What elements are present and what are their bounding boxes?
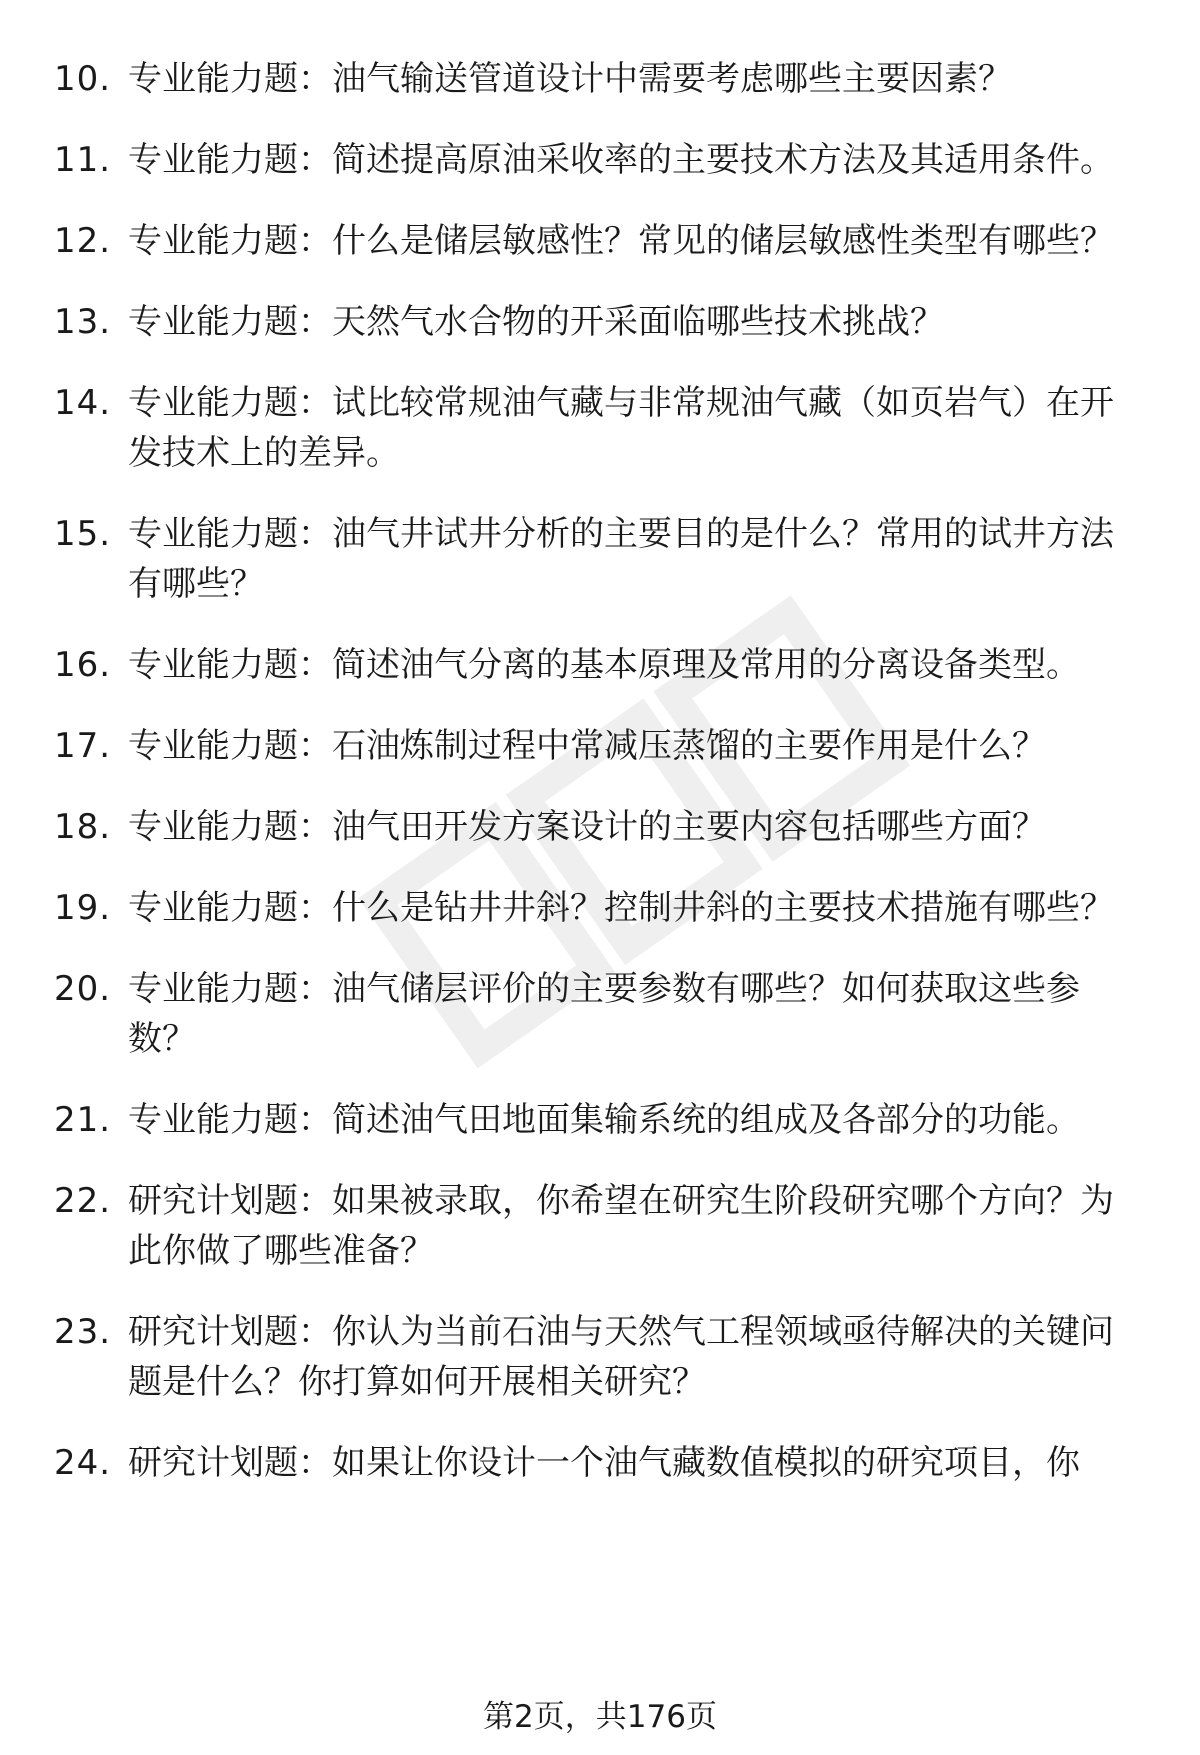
question-item xyxy=(0,1176,1200,1276)
question-number: 10. xyxy=(54,59,112,99)
question-text: 专业能力题：油气田开发方案设计的主要内容包括哪些方面？ xyxy=(128,807,1046,847)
question-number: 16. xyxy=(54,645,112,685)
question-text: 专业能力题：油气储层评价的主要参数有哪些？如何获取这些参数？ xyxy=(128,969,1080,1059)
question-text: 专业能力题：什么是钻井井斜？控制井斜的主要技术措施有哪些？ xyxy=(128,888,1114,928)
question-text: 专业能力题：简述油气分离的基本原理及常用的分离设备类型。 xyxy=(128,645,1080,685)
question-text: 研究计划题：如果被录取，你希望在研究生阶段研究哪个方向？为此你做了哪些准备？ xyxy=(128,1181,1114,1271)
question-text: 专业能力题：简述提高原油采收率的主要技术方法及其适用条件。 xyxy=(128,140,1114,180)
question-item xyxy=(0,135,1200,185)
question-text: 专业能力题：石油炼制过程中常减压蒸馏的主要作用是什么？ xyxy=(128,726,1046,766)
question-item xyxy=(0,54,1200,104)
question-item xyxy=(0,378,1200,478)
page-number-label: 第2页，共176页 xyxy=(483,1699,717,1735)
question-text: 研究计划题：如果让你设计一个油气藏数值模拟的研究项目，你 xyxy=(128,1443,1080,1483)
question-item xyxy=(0,883,1200,933)
question-text: 研究计划题：你认为当前石油与天然气工程领域亟待解决的关键问题是什么？你打算如何开展相关研究？ xyxy=(128,1312,1114,1402)
question-item xyxy=(0,964,1200,1064)
question-text: 专业能力题：简述油气田地面集输系统的组成及各部分的功能。 xyxy=(128,1100,1080,1140)
question-number: 12. xyxy=(54,221,112,261)
question-number: 24. xyxy=(54,1443,112,1483)
question-item xyxy=(0,1307,1200,1407)
question-number: 17. xyxy=(54,726,112,766)
question-item xyxy=(0,802,1200,852)
question-item xyxy=(0,1438,1200,1488)
question-text: 专业能力题：什么是储层敏感性？常见的储层敏感性类型有哪些？ xyxy=(128,221,1114,261)
question-number: 20. xyxy=(54,969,112,1009)
question-number: 18. xyxy=(54,807,112,847)
question-item xyxy=(0,297,1200,347)
question-list xyxy=(0,54,1200,1519)
question-number: 19. xyxy=(54,888,112,928)
question-item xyxy=(0,721,1200,771)
question-item xyxy=(0,640,1200,690)
question-item xyxy=(0,1095,1200,1145)
question-text: 专业能力题：天然气水合物的开采面临哪些技术挑战？ xyxy=(128,302,944,342)
question-number: 13. xyxy=(54,302,112,342)
question-number: 11. xyxy=(54,140,112,180)
question-text: 专业能力题：试比较常规油气藏与非常规油气藏（如页岩气）在开发技术上的差异。 xyxy=(128,383,1114,473)
question-text: 专业能力题：油气输送管道设计中需要考虑哪些主要因素？ xyxy=(128,59,1012,99)
question-number: 23. xyxy=(54,1312,112,1352)
page-footer xyxy=(0,1695,1200,1739)
question-number: 21. xyxy=(54,1100,112,1140)
question-number: 14. xyxy=(54,383,112,423)
question-number: 15. xyxy=(54,514,112,554)
question-item xyxy=(0,216,1200,266)
question-text: 专业能力题：油气井试井分析的主要目的是什么？常用的试井方法有哪些？ xyxy=(128,514,1114,604)
question-number: 22. xyxy=(54,1181,112,1221)
question-item xyxy=(0,509,1200,609)
